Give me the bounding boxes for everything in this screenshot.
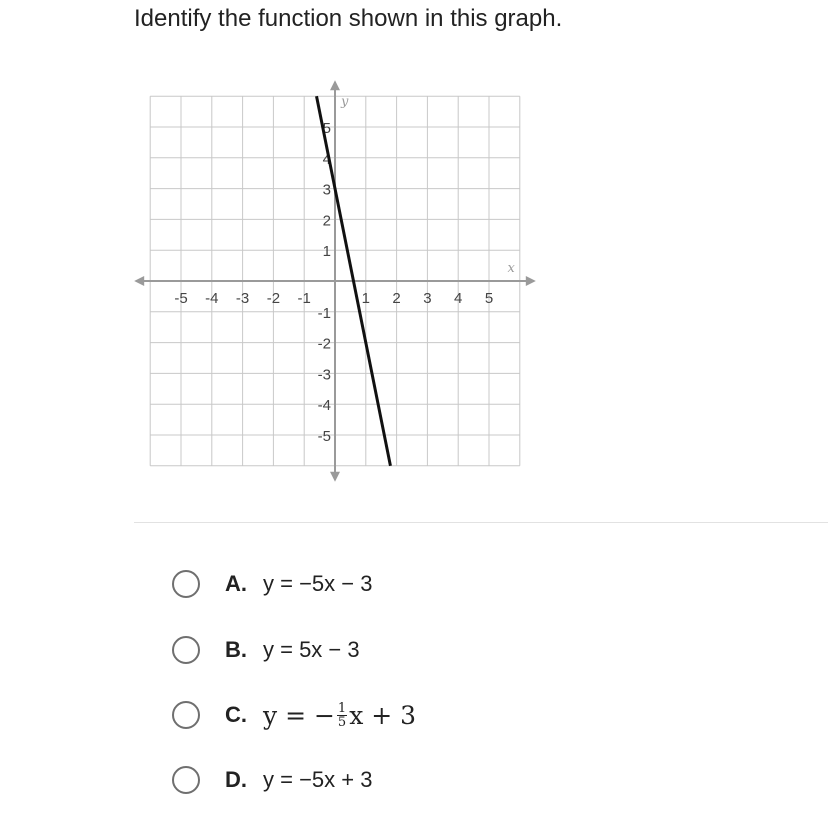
option-a[interactable] xyxy=(172,566,372,602)
question-text: Identify the function shown in this graph. xyxy=(134,5,563,32)
x-tick-label: -3 xyxy=(235,290,250,307)
x-tick-label: 3 xyxy=(423,290,432,307)
y-tick-label: 3 xyxy=(322,181,331,199)
y-tick-label: -4 xyxy=(317,397,331,415)
x-axis-label: x xyxy=(507,261,515,276)
y-tick-label: 5 xyxy=(322,120,331,137)
expression-suffix: x + 3 xyxy=(349,700,417,730)
y-axis-down-arrow-icon xyxy=(330,472,340,482)
radio-button-icon[interactable] xyxy=(172,766,200,794)
option-expression: y = −5x − 3 xyxy=(263,571,373,596)
fraction-denominator: 5 xyxy=(337,714,347,730)
option-d[interactable] xyxy=(172,762,372,798)
x-tick-label: -4 xyxy=(205,290,219,307)
x-tick-label: -5 xyxy=(174,290,188,307)
option-expression: y = 5x − 3 xyxy=(263,637,360,662)
option-letter: D. xyxy=(225,767,247,792)
expression-prefix: y = − xyxy=(263,700,335,730)
option-letter: B. xyxy=(225,637,247,662)
y-tick-label: 1 xyxy=(322,243,331,261)
y-tick-label: -2 xyxy=(317,335,331,353)
x-tick-label: -1 xyxy=(297,290,311,307)
option-letter: A. xyxy=(225,571,247,596)
fraction-numerator: 1 xyxy=(337,700,347,716)
y-tick-label: -3 xyxy=(317,366,331,384)
option-expression xyxy=(263,701,416,730)
radio-button-icon[interactable] xyxy=(172,570,200,598)
option-expression: y = −5x + 3 xyxy=(263,767,373,792)
y-axis-up-arrow-icon xyxy=(330,80,340,90)
section-divider xyxy=(134,522,828,523)
y-tick-label: -1 xyxy=(317,304,331,322)
x-tick-label: -2 xyxy=(266,290,281,307)
x-tick-label: 2 xyxy=(392,290,401,307)
x-axis-right-arrow-icon xyxy=(526,276,536,286)
coordinate-plane xyxy=(130,76,542,486)
x-tick-label: 4 xyxy=(454,290,463,307)
option-b[interactable] xyxy=(172,632,360,668)
x-tick-label: 1 xyxy=(361,290,370,307)
y-tick-label: 4 xyxy=(322,150,331,168)
radio-button-icon[interactable] xyxy=(172,636,200,664)
y-axis-label: y xyxy=(341,94,349,110)
option-c[interactable] xyxy=(172,697,416,733)
radio-button-icon[interactable] xyxy=(172,701,200,729)
x-tick-label: 5 xyxy=(484,290,494,307)
x-axis-left-arrow-icon xyxy=(134,276,144,286)
y-tick-label: -5 xyxy=(317,428,331,445)
fraction xyxy=(337,702,347,729)
option-letter: C. xyxy=(225,702,247,727)
y-tick-label: 2 xyxy=(322,212,331,230)
function-graph xyxy=(130,76,542,486)
